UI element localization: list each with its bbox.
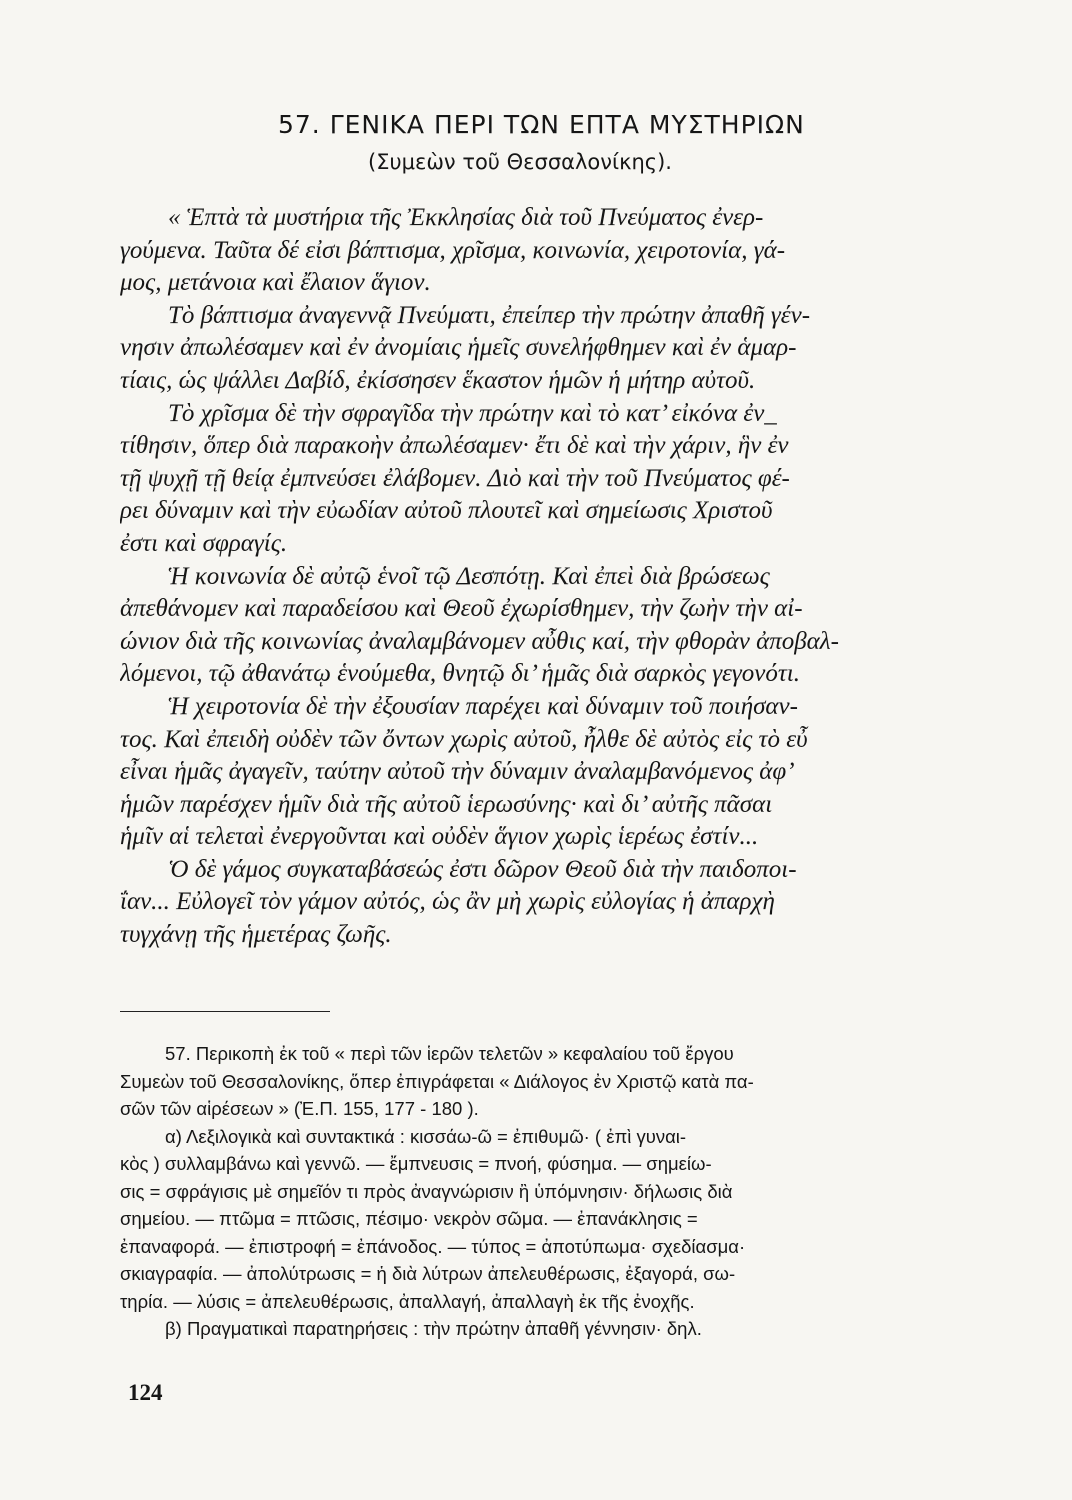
body-line: τος. Καὶ ἐπειδὴ οὐδὲν τῶν ὄντων χωρὶς αὐτοῦ, ἦλθε δὲ αὐτὸς εἰς τὸ εὖ — [120, 725, 808, 753]
note-line: σις = σφράγισις μὲ σημεῖόν τι πρὸς ἀναγνώρισιν ἢ ὑπόμνησιν· δήλωσις διὰ — [120, 1180, 733, 1202]
body-line: ἀπεθάνομεν καὶ παραδείσου καὶ Θεοῦ ἐχωρίσθημεν, τὴν ζωὴν τὴν αἰ- — [120, 595, 803, 623]
note-line: κὸς ) συλλαμβάνω καὶ γεννῶ. — ἔμπνευσις = πνοή, φύσημα. — σημείω- — [120, 1153, 712, 1174]
body-line: λόμενοι, τῷ ἀθανάτῳ ἑνούμεθα, θνητῷ δι’ ἡμᾶς διὰ σαρκὸς γεγονότι. — [120, 660, 800, 688]
body-line: μος, μετάνοια καὶ ἔλαιον ἅγιον. — [120, 269, 431, 297]
body-line: ρει δύναμιν καὶ τὴν εὐωδίαν αὐτοῦ πλουτεῖ καὶ σημείωσις Χριστοῦ — [120, 497, 773, 525]
chapter-subtitle: (Συμεὼν τοῦ Θεσσαλονίκης). — [368, 150, 672, 174]
note-line: 57. Περικοπὴ ἐκ τοῦ « περὶ τῶν ἱερῶν τελετῶν » κεφαλαίου τοῦ ἔργου — [165, 1043, 734, 1064]
note-line: τηρία. — λύσις = ἀπελευθέρωσις, ἀπαλλαγή, ἀπαλλαγὴ ἐκ τῆς ἐνοχῆς. — [120, 1290, 695, 1312]
body-line: τίθησιν, ὅπερ διὰ παρακοὴν ἀπωλέσαμεν· ἔτι δὲ καὶ τὴν χάριν, ἣν ἐν — [120, 432, 789, 460]
body-line: εἶναι ἡμᾶς ἀγαγεῖν, ταύτην αὐτοῦ τὴν δύναμιν ἀναλαμβανόμενος ἀφ’ — [120, 758, 795, 786]
note-line: α) Λεξιλογικὰ καὶ συντακτικά : κισσάω-ῶ = ἐπιθυμῶ· ( ἐπὶ γυναι- — [165, 1125, 687, 1147]
body-line: νησιν ἀπωλέσαμεν καὶ ἐν ἀνομίαις ἡμεῖς συνελήφθημεν καὶ ἐν ἁμαρ- — [120, 334, 797, 362]
body-line: τίαις, ὡς ψάλλει Δαβίδ, ἐκίσσησεν ἕκαστον ἡμῶν ἡ μήτηρ αὐτοῦ. — [120, 366, 756, 394]
note-line: Συμεὼν τοῦ Θεσσαλονίκης, ὅπερ ἐπιγράφεται « Διάλογος ἐν Χριστῷ κατὰ πα- — [120, 1070, 754, 1092]
body-line: ἐστι καὶ σφραγίς. — [120, 529, 288, 557]
body-line: « Ἑπτὰ τὰ μυστήρια τῆς Ἐκκλησίας διὰ τοῦ Πνεύματος ἐνερ- — [168, 204, 764, 231]
body-line: Τὸ χρῖσμα δὲ τὴν σφραγῖδα τὴν πρώτην καὶ τὸ κατ’ εἰκόνα ἐν_ — [168, 399, 777, 427]
note-line: σημείου. — πτῶμα = πτῶσις, πέσιμο· νεκρὸν σῶμα. — ἐπανάκλησις = — [120, 1208, 698, 1229]
body-line: τυγχάνῃ τῆς ἡμετέρας ζωῆς. — [120, 921, 392, 949]
note-line: β) Πραγματικαὶ παρατηρήσεις : τὴν πρώτην ἀπαθῆ γέννησιν· δηλ. — [165, 1318, 702, 1339]
body-line: ΐαν... Εὐλογεῖ τὸν γάμον αὐτός, ὡς ἂν μὴ χωρὶς εὐλογίας ἡ ἀπαρχὴ — [120, 888, 775, 916]
body-line: Ἡ κοινωνία δὲ αὐτῷ ἑνοῖ τῷ Δεσπότῃ. Καὶ ἐπεὶ διὰ βρώσεως — [168, 562, 770, 590]
commentary-notes — [120, 1040, 960, 1343]
body-line: γούμενα. Ταῦτα δέ εἰσι βάπτισμα, χρῖσμα, κοινωνία, χειροτονία, γά- — [120, 236, 786, 264]
body-line: Ὁ δὲ γάμος συγκαταβάσεώς ἐστι δῶρον Θεοῦ διὰ τὴν παιδοποι- — [168, 855, 797, 883]
body-line: ώνιον διὰ τῆς κοινωνίας ἀναλαμβάνομεν αὖθις καί, τὴν φθορὰν ἀποβαλ- — [120, 627, 839, 655]
note-line: σκιαγραφία. — ἀπολύτρωσις = ἡ διὰ λύτρων ἀπελευθέρωσις, ἐξαγορά, σω- — [120, 1263, 736, 1284]
chapter-title: 57. ΓΕΝΙΚΑ ΠΕΡΙ ΤΩΝ ΕΠΤΑ ΜΥΣΤΗΡΙΩΝ — [278, 110, 805, 139]
note-line: ἐπαναφορά. — ἐπιστροφή = ἐπάνοδος. — τύπος = ἀποτύπωμα· σχεδίασμα· — [120, 1235, 746, 1257]
body-line: ἡμῶν παρέσχεν ἡμῖν διὰ τῆς αὐτοῦ ἱερωσύνης· καὶ δι’ αὐτῆς πᾶσαι — [120, 790, 773, 818]
body-line: Ἡ χειροτονία δὲ τὴν ἐξουσίαν παρέχει καὶ δύναμιν τοῦ ποιήσαν- — [168, 692, 798, 720]
main-text — [120, 202, 960, 952]
body-line: Τὸ βάπτισμα ἀναγεννᾷ Πνεύματι, ἐπείπερ τὴν πρώτην ἀπαθῆ γέν- — [168, 301, 811, 329]
footnote-divider — [120, 1011, 330, 1012]
body-line: τῇ ψυχῇ τῇ θείᾳ ἐμπνεύσει ἐλάβομεν. Διὸ καὶ τὴν τοῦ Πνεύματος φέ- — [120, 464, 790, 492]
body-line: ἡμῖν αἱ τελεταὶ ἐνεργοῦνται καὶ οὐδὲν ἅγιον χωρὶς ἱερέως ἐστίν... — [120, 823, 759, 851]
note-line: σῶν τῶν αἱρέσεων » (Ἐ.Π. 155, 177 - 180 ). — [120, 1098, 479, 1119]
page-number: 124 — [128, 1380, 163, 1405]
